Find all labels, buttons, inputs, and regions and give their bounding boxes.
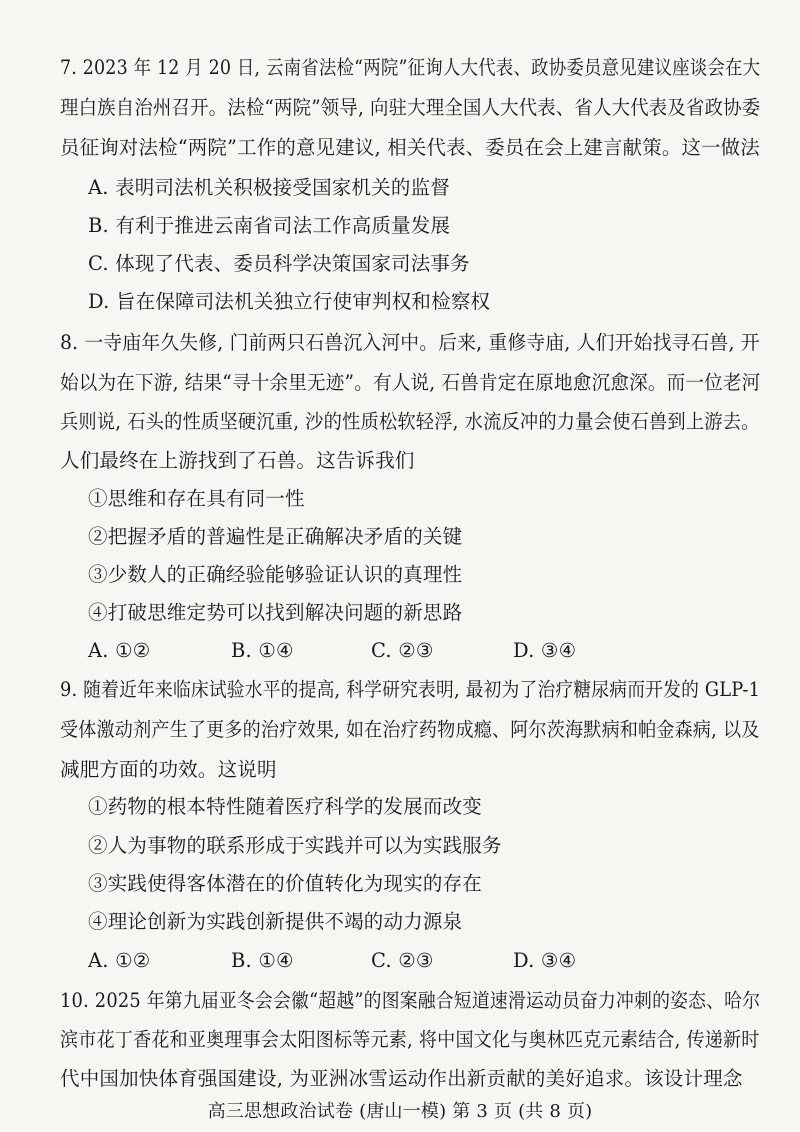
q9-statement-3: ③实践使得客体潜在的价值转化为现实的存在: [88, 872, 483, 895]
q9-statement-1: ①药物的根本特性随着医疗科学的发展而改变: [88, 795, 483, 818]
q8-choices: [88, 641, 648, 663]
q8-choice-c: C. ②③: [371, 639, 434, 662]
q9-stem-line-1: 9. 随着近年来临床试验水平的提高, 科学研究表明, 最初为了治疗糖尿病而开发的 GLP-1: [60, 678, 761, 701]
q10-stem-line-2: 滨市花丁香花和亚奥理事会太阳图标等元素, 将中国文化与奥林匹克元素结合, 传递新时: [60, 1028, 760, 1051]
q9-stem-line-2: 受体激动剂产生了更多的治疗效果, 如在治疗药物成瘾、阿尔茨海默病和帕金森病, 以及: [60, 718, 760, 741]
q8-choice-d: D. ③④: [513, 639, 577, 662]
q9-statement-4: ④理论创新为实践创新提供不竭的动力源泉: [88, 910, 463, 933]
q7-stem-line-2: 理白族自治州召开。法检“两院”领导, 向驻大理全国人大代表、省人大代表及省政协委: [60, 96, 761, 119]
q8-statement-3: ③少数人的正确经验能够验证认识的真理性: [88, 563, 463, 586]
q8-choice-b: B. ①④: [231, 639, 294, 662]
q8-stem-line-3: 兵则说, 石头的性质坚硬沉重, 沙的性质松软轻浮, 水流反冲的力量会使石兽到上游去。: [60, 410, 760, 433]
q9-statement-2: ②人为事物的联系形成于实践并可以为实践服务: [88, 834, 502, 857]
q8-statement-4: ④打破思维定势可以找到解决问题的新思路: [88, 601, 463, 624]
q7-option-c: C. 体现了代表、委员科学决策国家司法事务: [88, 252, 470, 275]
q10-stem-line-1: 10. 2025 年第九届亚冬会会徽“超越”的图案融合短道速滑运动员奋力冲刺的姿态、哈尔: [60, 989, 761, 1012]
q8-choice-a: A. ①②: [88, 639, 151, 662]
q9-choices: [88, 951, 648, 973]
page-footer: 高三思想政治试卷 (唐山一模) 第 3 页 (共 8 页): [207, 1101, 593, 1122]
q7-option-b: B. 有利于推进云南省司法工作高质量发展: [88, 214, 451, 237]
q8-stem-line-1: 8. 一寺庙年久失修, 门前两只石兽沉入河中。后来, 重修寺庙, 人们开始找寻石兽, 开: [60, 331, 760, 354]
q9-choice-b: B. ①④: [231, 949, 294, 972]
q7-stem-line-1: 7. 2023 年 12 月 20 日, 云南省法检“两院”征询人大代表、政协委员意见建议座谈会在大: [60, 56, 761, 79]
q7-stem-line-3: 员征询对法检“两院”工作的意见建议, 相关代表、委员在会上建言献策。这一做法: [60, 136, 760, 159]
q8-statement-1: ①思维和存在具有同一性: [88, 487, 305, 510]
q10-stem-line-3: 代中国加快体育强国建设, 为亚洲冰雪运动作出新贡献的美好追求。该设计理念: [60, 1067, 743, 1090]
q9-choice-c: C. ②③: [371, 949, 434, 972]
q7-option-d: D. 旨在保障司法机关独立行使审判权和检察权: [88, 290, 491, 313]
q7-option-a: A. 表明司法机关积极接受国家机关的监督: [88, 176, 450, 199]
q9-choice-a: A. ①②: [88, 949, 151, 972]
q8-statement-2: ②把握矛盾的普遍性是正确解决矛盾的关键: [88, 525, 463, 548]
q8-stem-line-2: 始以为在下游, 结果“寻十余里无迹”。有人说, 石兽肯定在原地愈沉愈深。而一位老河: [60, 371, 761, 394]
q9-choice-d: D. ③④: [513, 949, 577, 972]
q9-stem-line-3: 减肥方面的功效。这说明: [60, 758, 277, 781]
q8-stem-line-4: 人们最终在上游找到了石兽。这告诉我们: [60, 449, 415, 472]
